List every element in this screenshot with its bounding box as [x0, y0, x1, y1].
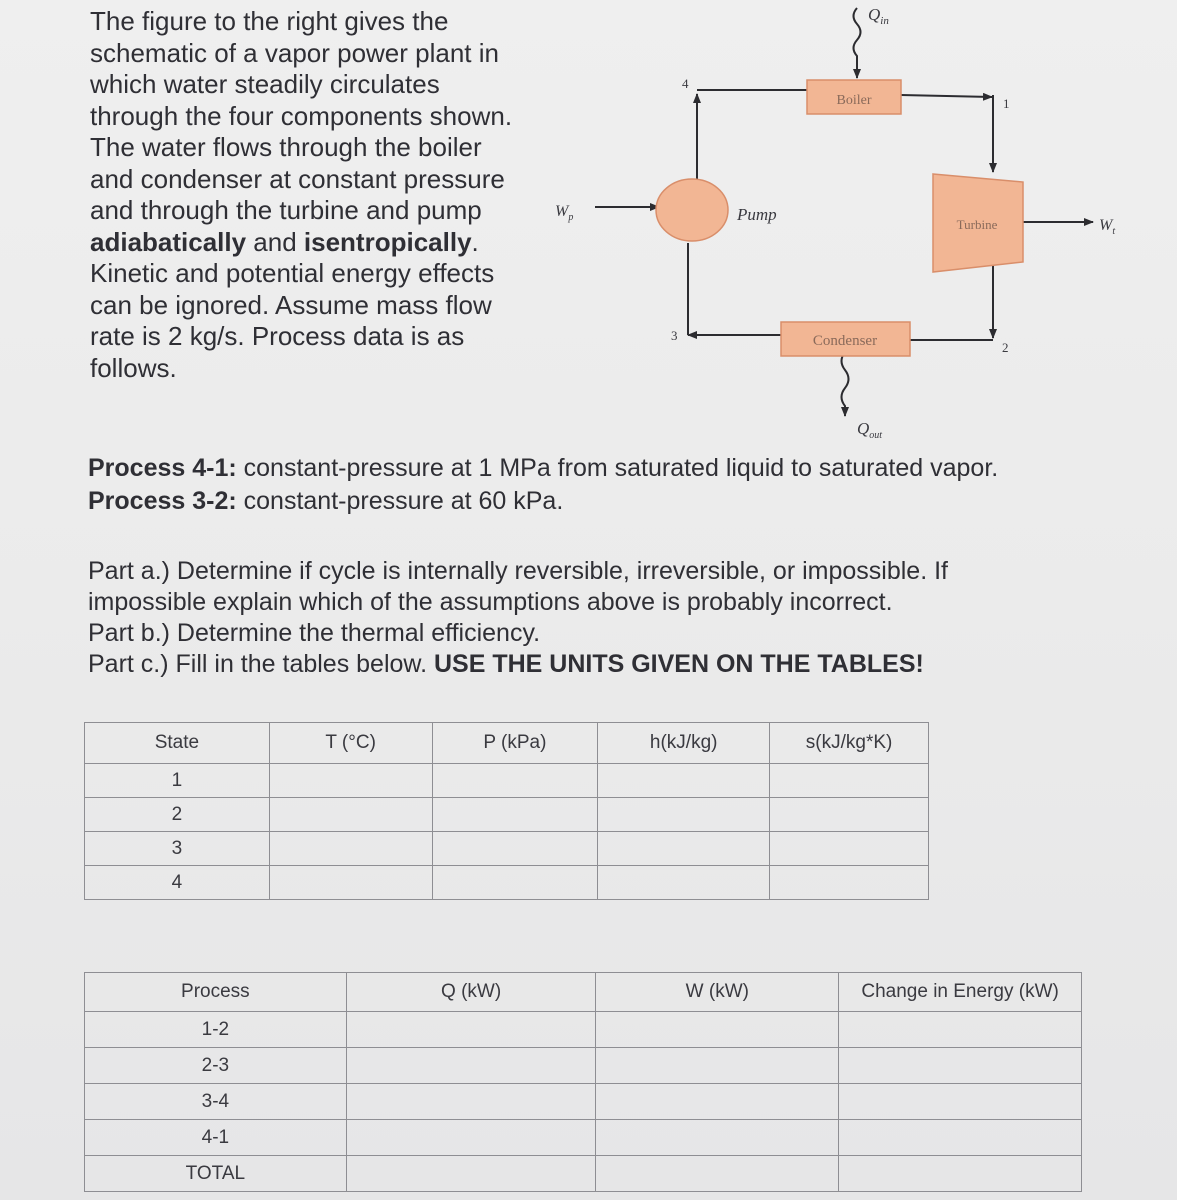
process-label: Process 4-1: [88, 454, 237, 482]
state-3-label: 3 [671, 328, 678, 343]
intro-line: rate is 2 kg/s. Process data is as [90, 321, 465, 351]
empty-cell[interactable] [839, 1084, 1082, 1120]
part-a-line: impossible explain which of the assumptions above is probably incorrect. [88, 588, 893, 616]
w-p-main: W [555, 203, 569, 220]
empty-cell[interactable] [346, 1048, 596, 1084]
empty-cell[interactable] [432, 764, 598, 798]
pipe-boiler-to-1 [901, 95, 992, 97]
bold-term: adiabatically [90, 226, 247, 257]
state-1-label: 1 [1003, 96, 1010, 111]
state-4-label: 4 [682, 76, 689, 91]
column-header: State [85, 723, 270, 764]
process-name: TOTAL [85, 1156, 347, 1192]
intro-line: and through the turbine and pump [90, 195, 482, 225]
column-header: s(kJ/kg*K) [770, 723, 929, 764]
empty-cell[interactable] [839, 1156, 1082, 1192]
empty-cell[interactable] [839, 1012, 1082, 1048]
state-number: 4 [85, 866, 270, 900]
w-p-sub: p [568, 212, 574, 223]
part-b: Part b.) Determine the thermal efficiency. [88, 619, 541, 647]
empty-cell[interactable] [598, 866, 770, 900]
problem-description [90, 6, 540, 384]
intro-line: The water flows through the boiler [90, 132, 482, 162]
process-label: Process 3-2: [88, 487, 237, 515]
empty-cell[interactable] [269, 866, 432, 900]
empty-cell[interactable] [596, 1048, 839, 1084]
empty-cell[interactable] [269, 798, 432, 832]
empty-cell[interactable] [346, 1156, 596, 1192]
table-row [85, 832, 929, 866]
state-property-table [84, 722, 929, 900]
w-t-main: W [1099, 217, 1113, 234]
heat-in-arrow [854, 8, 861, 78]
process-specifications [88, 452, 1158, 518]
table-row [85, 1120, 1082, 1156]
empty-cell[interactable] [598, 832, 770, 866]
empty-cell[interactable] [596, 1084, 839, 1120]
column-header: Q (kW) [346, 973, 596, 1012]
column-header: W (kW) [596, 973, 839, 1012]
empty-cell[interactable] [346, 1120, 596, 1156]
turbine-work-symbol [1099, 217, 1115, 237]
process-name: 1-2 [85, 1012, 347, 1048]
empty-cell[interactable] [839, 1120, 1082, 1156]
heat-out-symbol [857, 419, 882, 440]
state-number: 1 [85, 764, 270, 798]
table-row [85, 866, 929, 900]
intro-line: The figure to the right gives the [90, 6, 449, 36]
state-2-label: 2 [1002, 340, 1009, 355]
table-row [85, 1048, 1082, 1084]
empty-cell[interactable] [770, 798, 929, 832]
boiler-label: Boiler [836, 93, 872, 108]
bold-term: isentropically [303, 226, 472, 257]
intro-line [90, 227, 540, 259]
process-text: constant-pressure at 1 MPa from saturated liquid to saturated vapor. [236, 454, 999, 482]
table-row [85, 1012, 1082, 1048]
process-line [88, 452, 1158, 485]
empty-cell[interactable] [346, 1012, 596, 1048]
state-number: 3 [85, 832, 270, 866]
q-out-sub: out [869, 430, 883, 440]
empty-cell[interactable] [596, 1120, 839, 1156]
empty-cell[interactable] [432, 832, 598, 866]
column-header: Change in Energy (kW) [839, 973, 1082, 1012]
part-c-emphasis: USE THE UNITS GIVEN ON THE TABLES! [433, 650, 924, 678]
part-a-line: Part a.) Determine if cycle is internally reversible, irreversible, or impossible. If [88, 557, 948, 585]
empty-cell[interactable] [432, 798, 598, 832]
turbine-label: Turbine [956, 217, 998, 232]
intro-line: schematic of a vapor power plant in [90, 37, 499, 68]
part-c [88, 649, 1158, 680]
intro-line: can be ignored. Assume mass flow [90, 289, 492, 320]
empty-cell[interactable] [269, 832, 432, 866]
column-header: P (kPa) [432, 723, 598, 764]
empty-cell[interactable] [598, 798, 770, 832]
empty-cell[interactable] [770, 832, 929, 866]
q-out-main: Q [857, 419, 870, 438]
process-name: 3-4 [85, 1084, 347, 1120]
intro-line: follows. [90, 352, 177, 383]
empty-cell[interactable] [598, 764, 770, 798]
empty-cell[interactable] [432, 866, 598, 900]
condenser-label: Condenser [812, 333, 878, 349]
intro-line: which water steadily circulates [90, 69, 440, 99]
intro-connector: and [246, 226, 304, 257]
q-in-main: Q [868, 5, 881, 24]
heat-in-symbol [868, 5, 889, 27]
state-number: 2 [85, 798, 270, 832]
intro-line: and condenser at constant pressure [90, 163, 505, 194]
process-line [88, 485, 1158, 518]
table-row [85, 798, 929, 832]
empty-cell[interactable] [596, 1156, 839, 1192]
pump-work-symbol [555, 203, 573, 223]
empty-cell[interactable] [770, 866, 929, 900]
table-row [85, 1084, 1082, 1120]
question-parts [88, 556, 1158, 680]
column-header: h(kJ/kg) [598, 723, 770, 764]
heat-out-arrow [842, 352, 849, 416]
table-row [85, 764, 929, 798]
process-text: constant-pressure at 60 kPa. [236, 487, 564, 515]
intro-line: Kinetic and potential energy effects [90, 258, 495, 288]
part-c-text: Part c.) Fill in the tables below. [88, 650, 434, 678]
table-row [85, 1156, 1082, 1192]
empty-cell[interactable] [770, 764, 929, 798]
power-plant-schematic [545, 0, 1177, 440]
process-name: 2-3 [85, 1048, 347, 1084]
pump-circle [656, 179, 728, 241]
process-energy-table [84, 972, 1082, 1192]
process-name: 4-1 [85, 1120, 347, 1156]
w-t-sub: t [1112, 226, 1116, 237]
empty-cell[interactable] [596, 1012, 839, 1048]
column-header: T (°C) [269, 723, 432, 764]
empty-cell[interactable] [839, 1048, 1082, 1084]
pump-label: Pump [737, 205, 777, 224]
intro-period: . [471, 226, 479, 257]
empty-cell[interactable] [346, 1084, 596, 1120]
table-header-row [85, 973, 1082, 1012]
empty-cell[interactable] [269, 764, 432, 798]
table-header-row [85, 723, 929, 764]
q-in-sub: in [880, 15, 889, 27]
intro-line: through the four components shown. [90, 100, 513, 131]
column-header: Process [85, 973, 347, 1012]
